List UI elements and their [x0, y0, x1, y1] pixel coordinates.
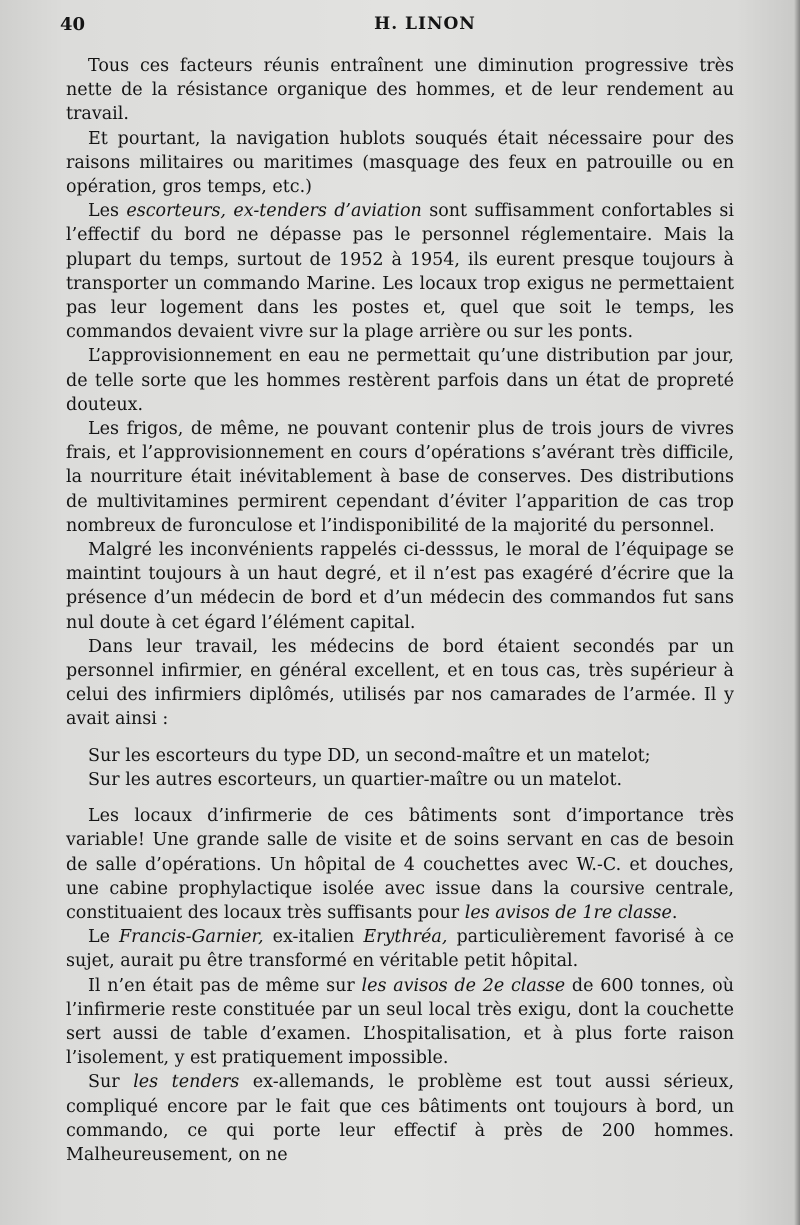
paragraph-infirmary-rooms: Les locaux d’infirmerie de ces bâtiments sont d’importance très variable! Une grande salle de visite et de soins servant en cas de besoin de salle d’opérations. Un hôpital de 4 couchettes avec W.-C. et douches, une cabine prophylactique isolée avec issue dans la coursive centrale, constituaient des locaux très suffisants pour les avisos de 1re classe. — [66, 806, 734, 923]
list-item-other-escorts: Sur les autres escorteurs, un quartier-maître ou un matelot. — [88, 769, 623, 790]
paragraph-water-supply: L’approvisionnement en eau ne permettait qu’une distribution par jour, de telle sorte que les hommes restèrent parfois dans un état de propreté douteux. — [66, 346, 734, 415]
running-title: H. LINON — [374, 14, 476, 34]
list-item-dd-escorts: Sur les escorteurs du type DD, un second-maître et un matelot; — [88, 745, 651, 766]
body-text — [66, 54, 734, 1167]
page-header — [60, 14, 760, 40]
paragraph-fatigue: Tous ces facteurs réunis entraînent une diminution progressive très nette de la résistance organique des hommes, et de leur rendement au travail. — [66, 56, 734, 125]
page-number: 40 — [60, 14, 86, 35]
paragraph-escorteurs: Les escorteurs, ex-tenders d’aviation sont suffisamment confortables si l’effectif du bord ne dépasse pas le personnel réglementaire. Mais la plupart du temps, surtout de 1952 à 1954, ils eurent presque toujours à transporter un commando Marine. Les locaux trop exigus ne permettaient pas leur logement dans les postes et, quel que soit le temps, les commandos devaient vivre sur la plage arrière ou sur les ponts. — [66, 201, 735, 343]
paragraph-tenders: Sur les tenders ex-allemands, le problème est tout aussi sérieux, compliqué encore par le fait que ces bâtiments ont toujours à bord, un commando, ce qui porte leur effectif à près de 200 hommes. Malheureusement, on ne — [66, 1072, 735, 1165]
paragraph-francis-garnier: Le Francis-Garnier, ex-italien Erythréa, particulièrement favorisé à ce sujet, aurait pu être transformé en véritable petit hôpital. — [66, 927, 735, 972]
paragraph-nursing-staff: Dans leur travail, les médecins de bord étaient secondés par un personnel infirmier, en général excellent, et en tous cas, très supérieur à celui des infirmiers diplômés, utilisés par nos camarades de l’armée. Il y avait ainsi : — [66, 636, 734, 730]
paragraph-fridges: Les frigos, de même, ne pouvant contenir plus de trois jours de vivres frais, et l’approvisionnement en cours d’opérations s’avérant très difficile, la nourriture était inévitablement à base de conserves. Des distributions de multivitamines permirent cependant d’éviter l’apparition de cas trop nombreux de furonculose et l’indisponibilité de la majorité du personnel. — [66, 419, 734, 536]
page-edge-shadow — [794, 0, 800, 1225]
paragraph-second-class-avisos: Il n’en était pas de même sur les avisos de 2e classe de 600 tonnes, où l’infirmerie reste constituée par un seul local très exigu, dont la couchette sert aussi de table d’examen. L’hospitalisation, et à plus forte raison l’isolement, y est pratiquement impossible. — [66, 975, 734, 1069]
paragraph-navigation: Et pourtant, la navigation hublots souqués était nécessaire pour des raisons militaires ou maritimes (masquage des feux en patrouille ou en opération, gros temps, etc.) — [66, 128, 734, 198]
paragraph-morale: Malgré les inconvénients rappelés ci-desssus, le moral de l’équipage se maintint toujours à un haut degré, et il n’est pas exagéré d’écrire que la présence d’un médecin de bord et d’un médecin des commandos fut sans nul doute à cet égard l’élément capital. — [66, 540, 734, 633]
